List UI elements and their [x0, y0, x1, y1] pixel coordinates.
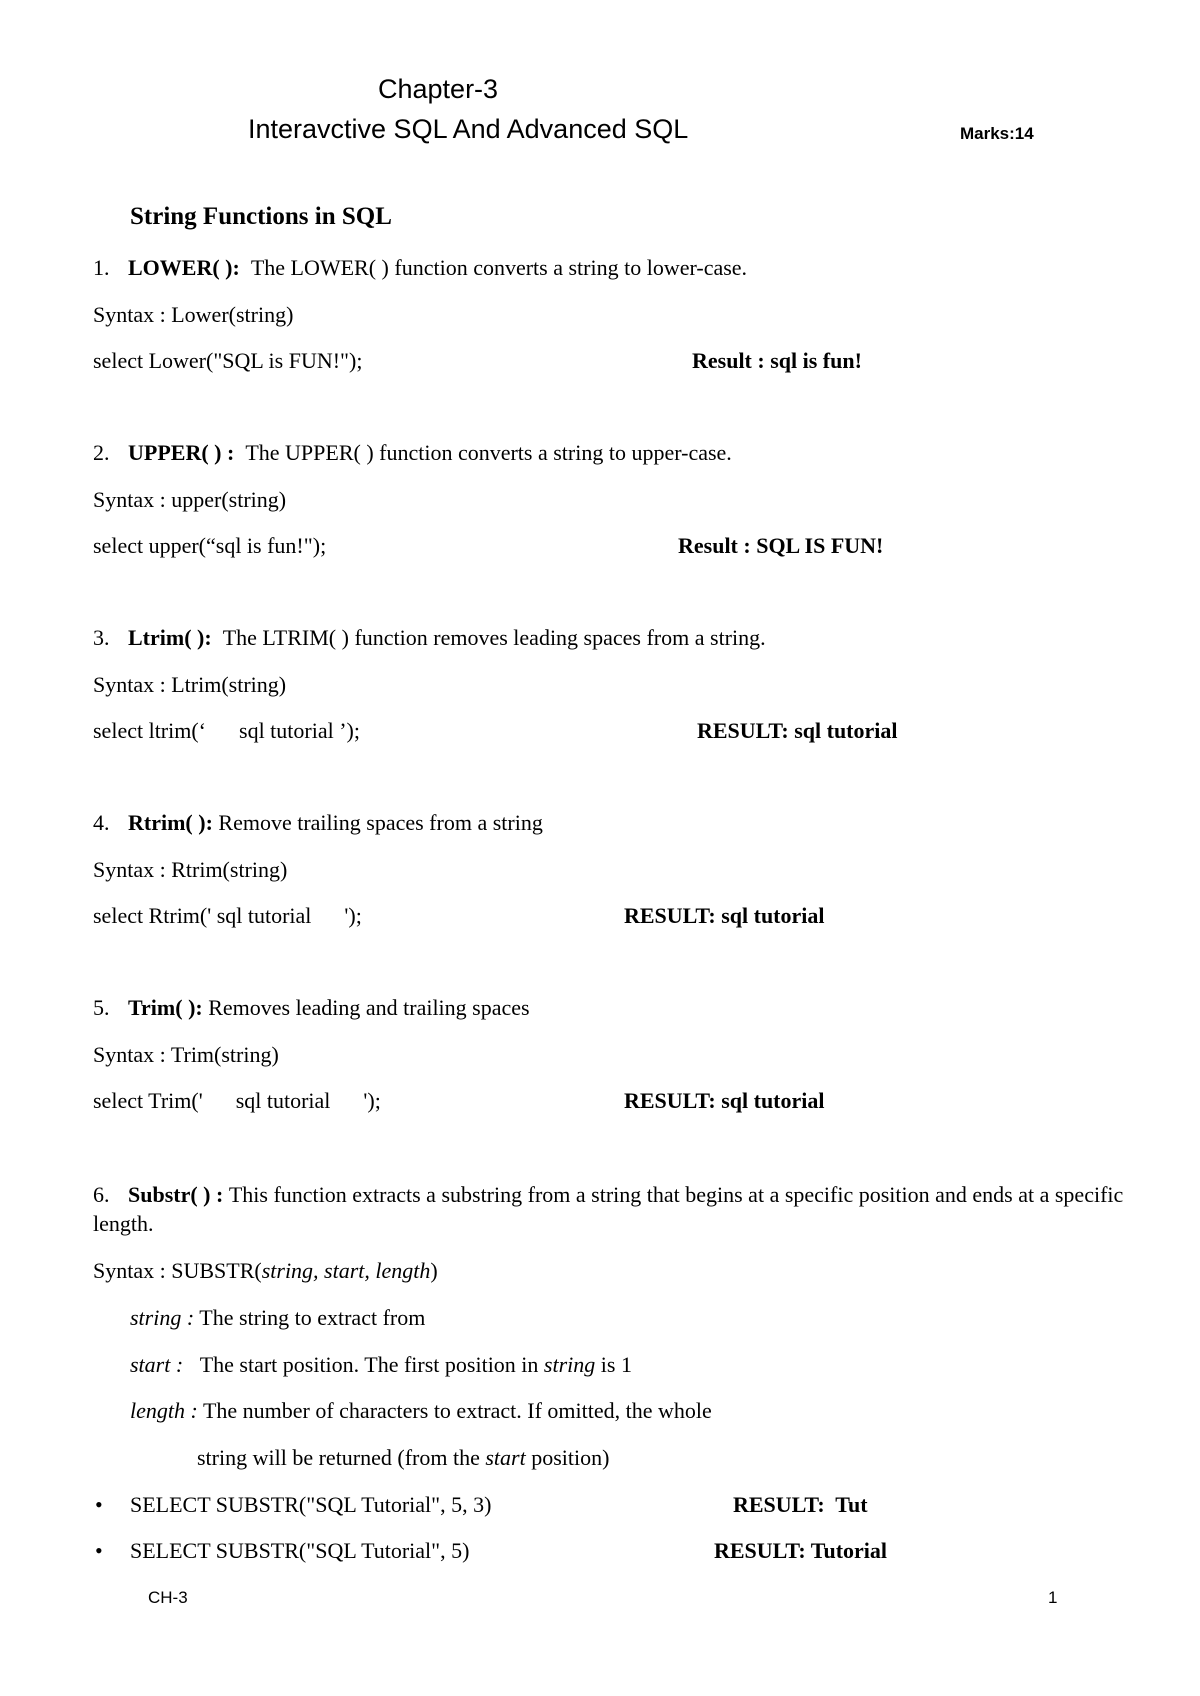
param-length-continued	[197, 1445, 609, 1471]
item-heading	[93, 995, 530, 1021]
param-start	[130, 1352, 632, 1378]
footer-chapter: CH-3	[148, 1588, 188, 1607]
chapter-label: Chapter-3	[378, 74, 499, 104]
item-number: 1.	[93, 255, 110, 280]
item-number: 4.	[93, 810, 110, 835]
item-heading	[93, 1180, 1153, 1238]
example-query: select upper(“sql is fun!");	[93, 533, 327, 558]
item-heading	[93, 625, 766, 651]
function-description: The UPPER( ) function converts a string to upper-case.	[245, 440, 732, 465]
example-query: select ltrim(‘ sql tutorial ’);	[93, 718, 360, 743]
syntax-line: Syntax : Ltrim(string)	[93, 672, 287, 697]
syntax-line	[93, 1258, 438, 1284]
example-query: SELECT SUBSTR("SQL Tutorial", 5, 3)	[130, 1492, 492, 1517]
page-number: 1	[1048, 1588, 1058, 1607]
syntax-prefix: Syntax : SUBSTR(	[93, 1258, 262, 1283]
example-result: RESULT: sql tutorial	[624, 1088, 825, 1113]
item-number: 3.	[93, 625, 110, 650]
function-description: Remove trailing spaces from a string	[218, 810, 543, 835]
syntax-suffix: )	[430, 1258, 438, 1283]
item-number: 2.	[93, 440, 110, 465]
example-result: RESULT: Tut	[733, 1492, 868, 1517]
param-description-end: position)	[531, 1445, 610, 1470]
section-title: String Functions in SQL	[130, 203, 392, 230]
param-description: The number of characters to extract. If omitted, the whole	[202, 1398, 712, 1423]
param-string	[130, 1305, 425, 1331]
function-description: The LTRIM( ) function removes leading spaces from a string.	[222, 625, 766, 650]
example-result: RESULT: Tutorial	[714, 1538, 888, 1563]
function-name: Substr( ) :	[128, 1182, 224, 1207]
syntax-args: string, start, length	[261, 1258, 431, 1283]
param-label: start :	[130, 1352, 184, 1377]
param-emphasis: start	[485, 1445, 526, 1470]
syntax-line: Syntax : Lower(string)	[93, 302, 294, 327]
function-name: Trim( ):	[128, 995, 203, 1020]
example-query: SELECT SUBSTR("SQL Tutorial", 5)	[130, 1538, 470, 1563]
param-description: The start position. The first position in	[199, 1352, 539, 1377]
item-heading	[93, 255, 747, 281]
function-name: LOWER( ):	[128, 255, 240, 280]
example-result: RESULT: sql tutorial	[624, 903, 825, 928]
function-name: Ltrim( ):	[128, 625, 212, 650]
param-label: string :	[130, 1305, 195, 1330]
item-number: 6.	[93, 1182, 110, 1207]
function-description: The LOWER( ) function converts a string to lower-case.	[250, 255, 748, 280]
function-description: Removes leading and trailing spaces	[208, 995, 530, 1020]
function-name: Rtrim( ):	[128, 810, 213, 835]
example-query: select Rtrim(' sql tutorial ');	[93, 903, 362, 928]
param-description: string will be returned (from the	[197, 1445, 480, 1470]
example-query: select Trim(' sql tutorial ');	[93, 1088, 381, 1113]
syntax-line: Syntax : upper(string)	[93, 487, 287, 512]
example-result: Result : SQL IS FUN!	[678, 533, 884, 558]
param-emphasis: string	[543, 1352, 596, 1377]
example-result: RESULT: sql tutorial	[697, 718, 898, 743]
param-description-end: is 1	[600, 1352, 632, 1377]
bullet-icon: •	[95, 1492, 103, 1517]
syntax-line: Syntax : Trim(string)	[93, 1042, 279, 1067]
item-number: 5.	[93, 995, 110, 1020]
param-length	[130, 1398, 712, 1424]
param-label: length :	[130, 1398, 198, 1423]
syntax-line: Syntax : Rtrim(string)	[93, 857, 288, 882]
bullet-icon: •	[95, 1538, 103, 1563]
function-name: UPPER( ) :	[128, 440, 235, 465]
page-title: Interavctive SQL And Advanced SQL	[248, 114, 689, 144]
param-description: The string to extract from	[199, 1305, 426, 1330]
marks-label: Marks:14	[960, 124, 1034, 143]
example-result: Result : sql is fun!	[692, 348, 862, 373]
function-description: This function extracts a substring from a string that begins at a specific position and ends at a specific length.	[93, 1182, 1124, 1236]
item-heading	[93, 440, 732, 466]
example-query: select Lower("SQL is FUN!");	[93, 348, 363, 373]
item-heading	[93, 810, 543, 836]
